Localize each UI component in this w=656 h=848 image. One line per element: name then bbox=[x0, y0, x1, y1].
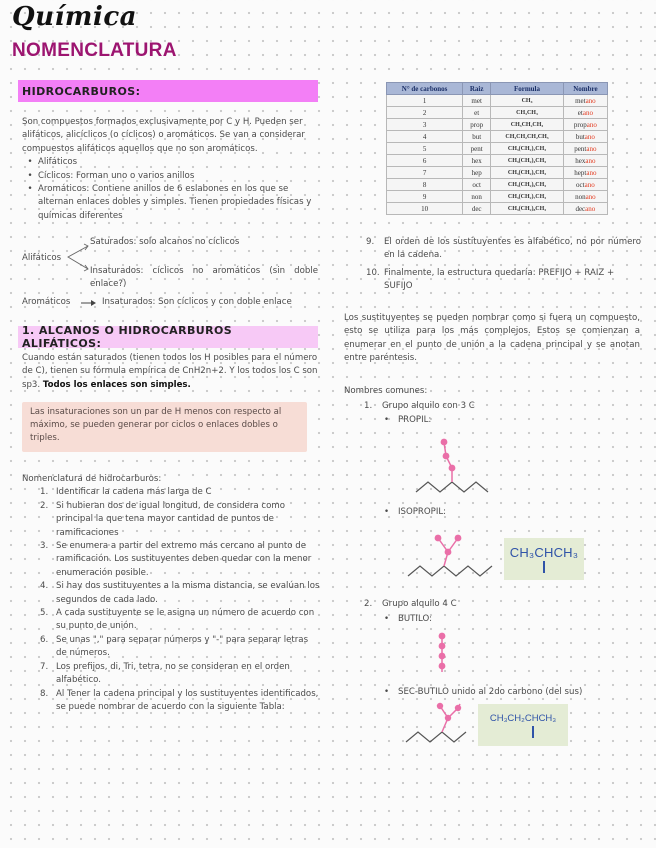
table-cell bbox=[563, 191, 607, 203]
table-cell: pent bbox=[463, 143, 491, 155]
list-item: • PROPIL: bbox=[384, 415, 432, 425]
table-cell: 10 bbox=[387, 203, 463, 215]
atom-dot bbox=[443, 453, 450, 460]
name-root: et bbox=[577, 108, 583, 117]
table-cell: non bbox=[463, 191, 491, 203]
table-cell: CH₃(CH₂)₅CH₃ bbox=[491, 167, 564, 179]
alifaticos-label: Alifáticos bbox=[22, 253, 62, 263]
table-cell: met bbox=[463, 95, 491, 107]
table-row bbox=[387, 143, 608, 155]
hidrocarburos-heading: HIDROCARBUROS: bbox=[18, 80, 318, 102]
name-suffix: ano bbox=[585, 204, 596, 213]
table-cell: 4 bbox=[387, 131, 463, 143]
list-item: • Aromáticos: Contiene anillos de 6 eslabones en los que se alternan enlaces dobles y simples. Tienen propiedades físicas y químicas diferentes bbox=[27, 184, 312, 221]
table-cell: CH₃CH₂CH₃ bbox=[491, 119, 564, 131]
table-header: Formula bbox=[491, 83, 564, 95]
table-header: Nombre bbox=[563, 83, 607, 95]
table-cell: oct bbox=[463, 179, 491, 191]
table-cell: dec bbox=[463, 203, 491, 215]
table-cell: et bbox=[463, 107, 491, 119]
table-cell: CH₃(CH₂)₃CH₃ bbox=[491, 143, 564, 155]
table-cell: 7 bbox=[387, 167, 463, 179]
atom-dot bbox=[441, 439, 448, 446]
table-cell: 1 bbox=[387, 95, 463, 107]
nomenclatura-heading: Nomenclatura de hidrocarburos: bbox=[22, 474, 162, 484]
isopropil-formula-box bbox=[504, 538, 584, 580]
table-cell: prop bbox=[463, 119, 491, 131]
atom-dot bbox=[455, 705, 461, 711]
name-suffix: ano bbox=[585, 192, 596, 201]
name-root: but bbox=[575, 132, 585, 141]
table-cell: CH₃CH₂CH₂CH₃ bbox=[491, 131, 564, 143]
table-cell: CH₃(CH₂)₄CH₃ bbox=[491, 155, 564, 167]
aromaticos-text: Insaturados: Son cíclicos y con doble enlace bbox=[102, 297, 292, 307]
atom-dot bbox=[445, 549, 452, 556]
arrow-right-icon bbox=[80, 299, 98, 307]
secbutilo-formula-box bbox=[478, 704, 568, 746]
table-header: Raiz bbox=[463, 83, 491, 95]
list-item: 7. Los prefijos, di, Tri, tetra, no se consideran en el orden alfabético. bbox=[40, 661, 290, 686]
name-suffix: ano bbox=[586, 120, 597, 129]
table-cell: CH₃(CH₂)₆CH₃ bbox=[491, 179, 564, 191]
atom-dot bbox=[445, 715, 451, 721]
name-root: oct bbox=[576, 180, 585, 189]
list-item: 3. Se enumera a partir del extremo más cercano al punto de ramificación. Los sustituyentes deben quedar con la menor enumeración posible. bbox=[40, 541, 312, 578]
list-item: 8. Al Tener la cadena principal y los sustituyentes identificados, se puede nombrar de acuerdo con la siguiente Tabla: bbox=[40, 688, 319, 712]
bond-line bbox=[543, 561, 545, 573]
list-item: • Alifáticos bbox=[27, 157, 78, 168]
name-root: met bbox=[575, 96, 586, 105]
secbutilo-molecule bbox=[404, 700, 478, 750]
atom-dot bbox=[439, 653, 446, 660]
list-item: 6. Se unas "," para separar números y "-" para separar letras de números. bbox=[40, 634, 309, 659]
table-cell bbox=[563, 167, 607, 179]
comunes-heading: Nombres comunes: bbox=[344, 386, 428, 396]
name-root: prop bbox=[573, 120, 587, 129]
table-cell bbox=[563, 131, 607, 143]
atom-dot bbox=[437, 703, 443, 709]
table-cell: CH₃CH₃ bbox=[491, 107, 564, 119]
list-item: 4. Si hay dos sustituyentes a la misma distancia, se evalúan los segundos de cada lado. bbox=[40, 581, 320, 605]
list-item: 5. A cada sustituyente se le asigna un número de acuerdo con su punto de unión. bbox=[40, 608, 315, 632]
list-item: • ISOPROPIL: bbox=[384, 507, 447, 517]
butilo-molecule bbox=[410, 628, 482, 684]
table-cell: hex bbox=[463, 155, 491, 167]
insaturados-text: Insaturados: cíclicos no aromáticos (sin doble enlace?) bbox=[90, 266, 318, 290]
aromaticos-label: Aromáticos bbox=[22, 297, 71, 307]
table-cell bbox=[563, 119, 607, 131]
table-row bbox=[387, 191, 608, 203]
table-cell bbox=[563, 179, 607, 191]
list-item: 2. Si hubieran dos de igual longitud, de considera como principal la que tena mayor cantidad de puntos de ramificaciones bbox=[40, 500, 285, 538]
table-cell: but bbox=[463, 131, 491, 143]
name-suffix: ano bbox=[585, 156, 596, 165]
saturados-text: Saturados: solo alcanos no cíclicos bbox=[90, 237, 240, 247]
secbutilo-formula: CH₃CH₂CHCH₃ bbox=[489, 712, 557, 724]
name-suffix: ano bbox=[586, 144, 597, 153]
name-root: pent bbox=[574, 144, 587, 153]
table-header: N° de carbonos bbox=[387, 83, 463, 95]
list-item: 9. El orden de los sustituyentes es alfabético, no por número en la cadena. bbox=[366, 237, 641, 261]
table-cell: 6 bbox=[387, 155, 463, 167]
alcanos-heading: 1. ALCANOS O HIDROCARBUROS ALIFÁTICOS: bbox=[18, 326, 318, 348]
list-item: 1. Grupo alquilo con 3 C bbox=[364, 401, 475, 411]
list-item: • BUTILO: bbox=[384, 614, 432, 624]
table-cell: 9 bbox=[387, 191, 463, 203]
page-subtitle: NOMENCLATURA bbox=[12, 40, 177, 61]
list-item: 1. Identificar la cadena más larga de C bbox=[40, 487, 212, 498]
list-item: 10. Finalmente, la estructura quedaría: PREFIJO + RAIZ + SUFIJO bbox=[366, 267, 615, 292]
name-suffix: ano bbox=[585, 96, 596, 105]
name-root: hept bbox=[574, 168, 587, 177]
alcanos-text: Cuando están saturados (tienen todos los H posibles para el número de C), tienen su fórmula empírica de CnH2n+2. Y los todos los C son sp3. Todos los enlaces son simples. bbox=[22, 353, 318, 390]
atom-dot bbox=[439, 643, 446, 650]
isopropil-molecule bbox=[406, 524, 498, 584]
table-cell: hep bbox=[463, 167, 491, 179]
table-cell bbox=[563, 143, 607, 155]
table-row bbox=[387, 95, 608, 107]
table-row bbox=[387, 179, 608, 191]
table-row bbox=[387, 107, 608, 119]
nomenclatura-steps-cont bbox=[366, 236, 641, 294]
name-root: hex bbox=[575, 156, 586, 165]
table-row bbox=[387, 203, 608, 215]
table-cell: CH₃(CH₂)₇CH₃ bbox=[491, 191, 564, 203]
name-root: dec bbox=[575, 204, 586, 213]
table-cell: 2 bbox=[387, 107, 463, 119]
table-cell: 3 bbox=[387, 119, 463, 131]
table-cell: 5 bbox=[387, 143, 463, 155]
atom-dot bbox=[455, 535, 462, 542]
list-item: • Cíclicos: Forman uno o varios anillos bbox=[27, 170, 195, 181]
hidrocarburos-block bbox=[22, 116, 320, 223]
table-cell: CH₄ bbox=[491, 95, 564, 107]
nomenclatura-block bbox=[22, 473, 320, 714]
name-root: non bbox=[575, 192, 586, 201]
insaturaciones-note: Las insaturaciones son un par de H menos con respecto al máximo, se pueden generar por ciclos o enlaces dobles o triples. bbox=[22, 402, 307, 452]
table-row bbox=[387, 131, 608, 143]
atom-dot bbox=[449, 465, 456, 472]
isopropil-formula: CH₃CHCH₃ bbox=[509, 545, 579, 560]
table-cell bbox=[563, 107, 607, 119]
name-suffix: ano bbox=[584, 132, 595, 141]
list-item: • SEC-BUTILO unido al 2do carbono (del sus) bbox=[384, 687, 583, 697]
propil-molecule bbox=[414, 430, 494, 500]
table-cell bbox=[563, 155, 607, 167]
table-cell bbox=[563, 95, 607, 107]
table-cell: 8 bbox=[387, 179, 463, 191]
hidrocarburos-intro: Son compuestos formados exclusivamente por C y H. Pueden ser alifáticos, alicíclicos (o cíclicos) o aromáticos. Se van a considerar compuestos alifáticos aquellos que no son aromáticos. bbox=[22, 117, 305, 154]
table-row bbox=[387, 155, 608, 167]
page-title: Química bbox=[12, 2, 137, 32]
table-cell: CH₃(CH₂)₈CH₃ bbox=[491, 203, 564, 215]
branch-arrow-icon bbox=[64, 242, 90, 274]
alkane-table bbox=[386, 82, 608, 215]
bond-line bbox=[532, 726, 534, 738]
sustituyentes-text: Los sustituyentes se pueden nombrar como si fuera un compuesto, esto se utiliza para los más complejos. Estos se comienzan a enumerar en el punto de unión a la cadena principal y se anotan entre paréntesis. bbox=[344, 313, 640, 364]
table-row bbox=[387, 119, 608, 131]
table-row bbox=[387, 167, 608, 179]
table-cell bbox=[563, 203, 607, 215]
name-suffix: ano bbox=[586, 168, 597, 177]
list-item: 2. Grupo alquilo 4 C bbox=[364, 599, 457, 609]
name-suffix: ano bbox=[582, 108, 593, 117]
atom-dot bbox=[439, 633, 446, 640]
atom-dot bbox=[435, 535, 442, 542]
atom-dot bbox=[439, 663, 446, 670]
name-suffix: ano bbox=[584, 180, 595, 189]
